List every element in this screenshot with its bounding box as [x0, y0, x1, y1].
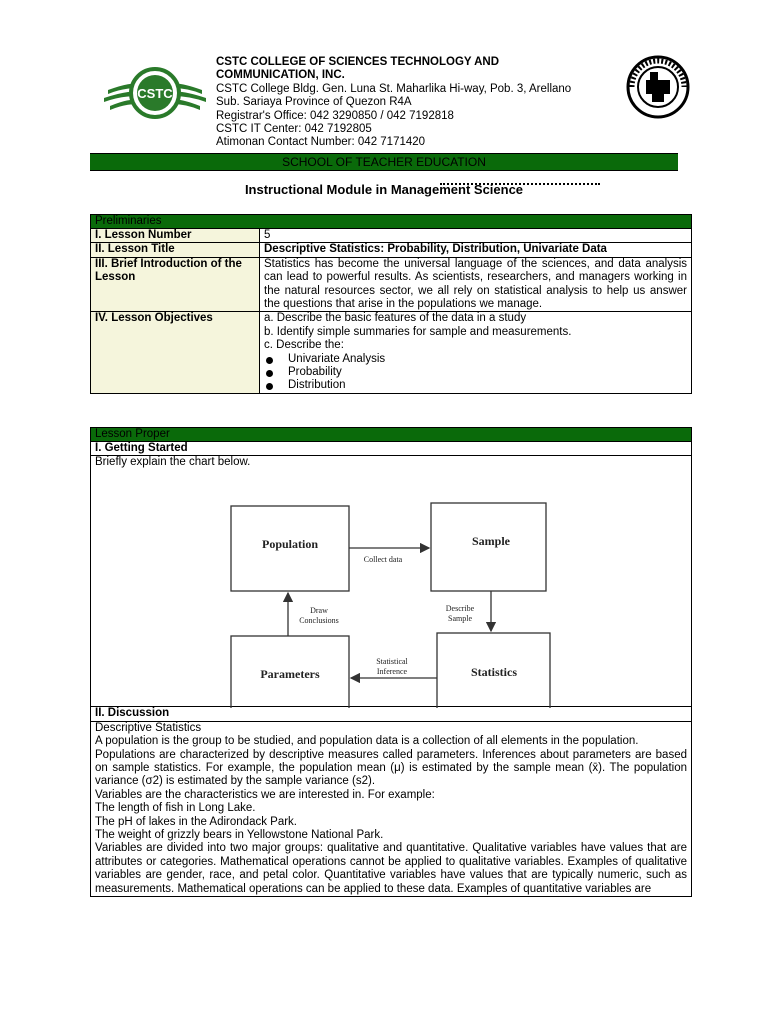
- conclusions-label: Conclusions: [299, 616, 339, 626]
- objectives-cell: [260, 312, 692, 393]
- diagram-cell: [91, 456, 692, 707]
- discussion-paragraph: Variables are divided into two major groups: qualitative and quantitative. Qualitative variables have values that are attributes or categories. Mathematical operations cannot be applied to qualitative variables. Examples of qualitative variables are gender, race, and petal color. Quantitative variables have values that are typically numeric, such as measurements. Mathematical operations can be applied to these data. Examples of quantitative variables are: [95, 842, 687, 895]
- bullet-item: Distribution: [264, 379, 687, 392]
- statistics-flow-diagram: [91, 456, 691, 708]
- cstc-logo: [100, 60, 210, 126]
- atimonan-contact: Atimonan Contact Number: 042 7171420: [216, 136, 426, 149]
- preliminaries-heading: Preliminaries: [91, 215, 692, 229]
- brief-intro-text: Statistics has become the universal language of the sciences, and data analysis can lead to powerful results. As scientists, researchers, and managers working in the natural resources sector, we all rely on statistical analysis to help us answer the questions that arise in the populations we manage.: [260, 257, 692, 312]
- collect-data-label: Collect data: [363, 555, 403, 565]
- objective-a: a. Describe the basic features of the data in a study: [264, 312, 527, 325]
- registrar-contact: Registrar's Office: 042 3290850 / 042 7192818: [216, 109, 454, 122]
- org-name-2: COMMUNICATION, INC.: [216, 69, 345, 82]
- inference-label: Inference: [376, 667, 408, 677]
- instruction-text: Briefly explain the chart below.: [95, 456, 251, 469]
- statistics-label: Statistics: [471, 665, 517, 680]
- parameters-label: Parameters: [260, 667, 320, 682]
- address-line-1: CSTC College Bldg. Gen. Luna St. Maharlika Hi-way, Pob. 3, Arellano: [216, 82, 572, 95]
- statistical-label: Statistical: [376, 657, 408, 667]
- describe-label: Describe: [445, 604, 475, 614]
- discussion-paragraph: The length of fish in Long Lake.: [95, 802, 256, 815]
- letterhead-text: [216, 56, 616, 150]
- logo-lettering: CSTC: [137, 86, 173, 101]
- address-line-2: Sub. Sariaya Province of Quezon R4A: [216, 96, 412, 109]
- discussion-paragraph: The weight of grizzly bears in Yellowstone National Park.: [95, 829, 384, 842]
- lesson-title-value: Descriptive Statistics: Probability, Distribution, Univariate Data: [260, 243, 692, 257]
- objective-c: c. Describe the:: [264, 339, 344, 352]
- lesson-number-value: 5: [260, 229, 692, 243]
- school-banner: SCHOOL OF TEACHER EDUCATION: [90, 153, 678, 171]
- lesson-number-label: I. Lesson Number: [91, 229, 260, 243]
- org-name: CSTC COLLEGE OF SCIENCES TECHNOLOGY AND: [216, 56, 500, 68]
- discussion-body: [91, 721, 692, 896]
- bullet-item: Probability: [264, 366, 687, 379]
- brief-intro-label: III. Brief Introduction of the Lesson: [91, 257, 260, 312]
- sample-label: Sample: [471, 534, 511, 549]
- teacher-education-seal: [626, 54, 690, 120]
- lesson-title-label: II. Lesson Title: [91, 243, 260, 257]
- objective-b: b. Identify simple summaries for sample and measurements.: [264, 325, 572, 338]
- objectives-label: IV. Lesson Objectives: [91, 312, 260, 393]
- discussion-heading: II. Discussion: [91, 707, 692, 721]
- discussion-paragraph: Descriptive Statistics: [95, 721, 202, 734]
- describe-sample-label: Sample: [448, 614, 472, 624]
- discussion-paragraph: The pH of lakes in the Adirondack Park.: [95, 815, 297, 828]
- bullet-item: Univariate Analysis: [264, 353, 687, 366]
- lesson-proper-table: [90, 427, 692, 897]
- discussion-paragraph: Populations are characterized by descriptive measures called parameters. Inferences about parameters are based on sample statistics. For example, the population mean (μ) is estimated by the sample mean (x̄). The population variance (σ2) is estimated by the sample variance (s2).: [95, 748, 687, 788]
- lesson-proper-heading: Lesson Proper: [91, 428, 692, 442]
- preliminaries-table: [90, 214, 692, 394]
- draw-label: Draw: [310, 606, 328, 616]
- it-center-contact: CSTC IT Center: 042 7192805: [216, 123, 372, 136]
- discussion-paragraph: A population is the group to be studied, and population data is a collection of all elements in the population.: [95, 735, 639, 748]
- getting-started-heading: I. Getting Started: [91, 442, 692, 456]
- population-label: Population: [261, 537, 319, 552]
- letterhead: [0, 50, 768, 150]
- module-title: Instructional Module in Management Science: [244, 182, 524, 197]
- discussion-paragraph: Variables are the characteristics we are interested in. For example:: [95, 788, 435, 801]
